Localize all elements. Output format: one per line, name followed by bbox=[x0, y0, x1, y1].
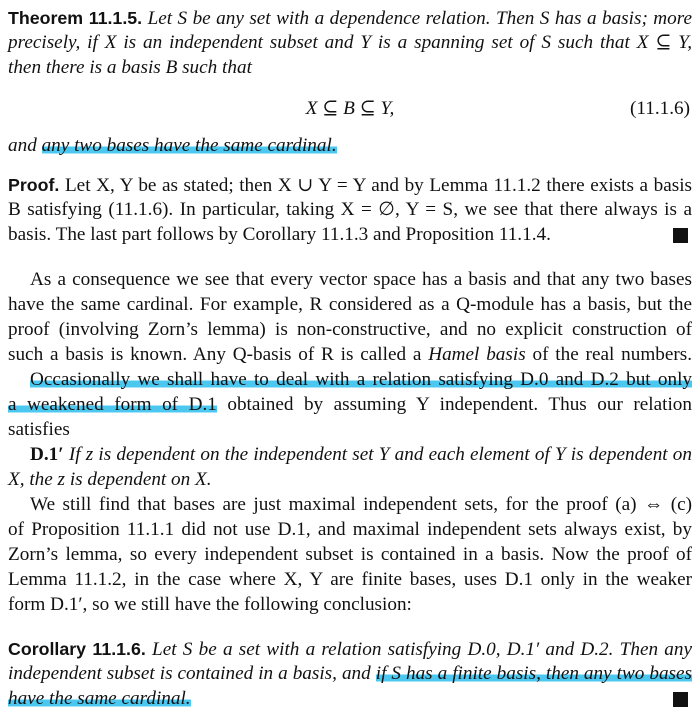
proof-line-3: basis. The last part follows by Corollary 11.1.3 and Proposition 11.1.4. bbox=[8, 224, 551, 245]
theorem-line-2: precisely, if X is an independent subset and Y is a spanning set of S such that X ⊆ Y, bbox=[8, 32, 692, 53]
d1prime-label: D.1′ bbox=[30, 444, 64, 465]
highlight-occasionally: Occasionally we shall have to deal with a relation satisfying D.0 and D.2 but only bbox=[30, 369, 692, 390]
highlight-finite-basis: if S has a finite basis, then any two bases bbox=[375, 663, 692, 684]
para1-line-1: As a consequence we see that every vector space has a basis and that any two bases bbox=[30, 269, 692, 290]
proof-label: Proof. bbox=[8, 175, 60, 195]
proof-line-1: Proof. Let X, Y be as stated; then X ∪ Y = Y and by Lemma 11.1.2 there exists a basis bbox=[8, 175, 692, 196]
proof-line-2: B satisfying (11.1.6). In particular, taking X = ∅, Y = S, we see that there always is a bbox=[8, 199, 692, 220]
d1prime-line-1: D.1′ If z is dependent on the independent set Y and each element of Y is dependent on bbox=[30, 444, 692, 465]
para2-line-2: of Proposition 11.1.1 did not use D.1, and maximal independent sets always exist, by bbox=[8, 519, 692, 540]
theorem-line-3: then there is a basis B such that bbox=[8, 57, 252, 78]
highlight-have-same-cardinal: have the same cardinal. bbox=[8, 688, 191, 709]
equation: X ⊆ B ⊆ Y, bbox=[305, 98, 395, 119]
para2-line-5: form D.1′, so we still have the following conclusion: bbox=[8, 594, 412, 615]
para1-line-2: have the same cardinal. For example, R considered as a Q-module has a basis, but the bbox=[8, 294, 692, 315]
highlight-same-cardinal: any two bases have the same cardinal. bbox=[41, 135, 337, 156]
para2-line-1: We still find that bases are just maximal independent sets, for the proof (a) ⇔ (c) bbox=[30, 494, 692, 515]
theorem-line-1: Theorem 11.1.5. Let S be any set with a dependence relation. Then S has a basis; more bbox=[8, 8, 693, 29]
para1-line-5 bbox=[30, 368, 692, 392]
qed-square-icon bbox=[673, 692, 688, 707]
para1-line-6: a weakened form of D.1 obtained by assuming Y independent. Thus our relation bbox=[8, 394, 692, 415]
corollary-label: Corollary 11.1.6. bbox=[8, 639, 146, 659]
equation-number: (11.1.6) bbox=[629, 98, 690, 119]
para1-line-7: satisfies bbox=[8, 419, 70, 440]
para1-line-4: such a basis is known. Any Q-basis of R is called a Hamel basis of the real numbers. bbox=[8, 344, 693, 365]
highlight-weakened-form: a weakened form of D.1 bbox=[8, 394, 217, 415]
corollary-line-1: Corollary 11.1.6. Let S be a set with a relation satisfying D.0, D.1′ and D.2. Then any bbox=[8, 639, 692, 660]
para2-line-4: Lemma 11.1.2, in the case where X, Y are finite bases, uses D.1 only in the weaker bbox=[8, 569, 692, 590]
d1prime-line-2: X, the z is dependent on X. bbox=[8, 469, 212, 490]
theorem-label: Theorem 11.1.5. bbox=[8, 8, 143, 28]
corollary-line-3 bbox=[8, 687, 191, 711]
theorem-line-4: and any two bases have the same cardinal. bbox=[8, 135, 337, 156]
para2-line-3: Zorn’s lemma, so every independent subset is contained in a basis. Now the proof of bbox=[8, 544, 692, 565]
corollary-line-2: independent subset is contained in a basis, and if S has a finite basis, then any two bases bbox=[8, 663, 692, 684]
para1-line-3: proof (involving Zorn’s lemma) is non-constructive, and no explicit construction of bbox=[8, 319, 692, 340]
qed-square-icon bbox=[673, 228, 688, 243]
